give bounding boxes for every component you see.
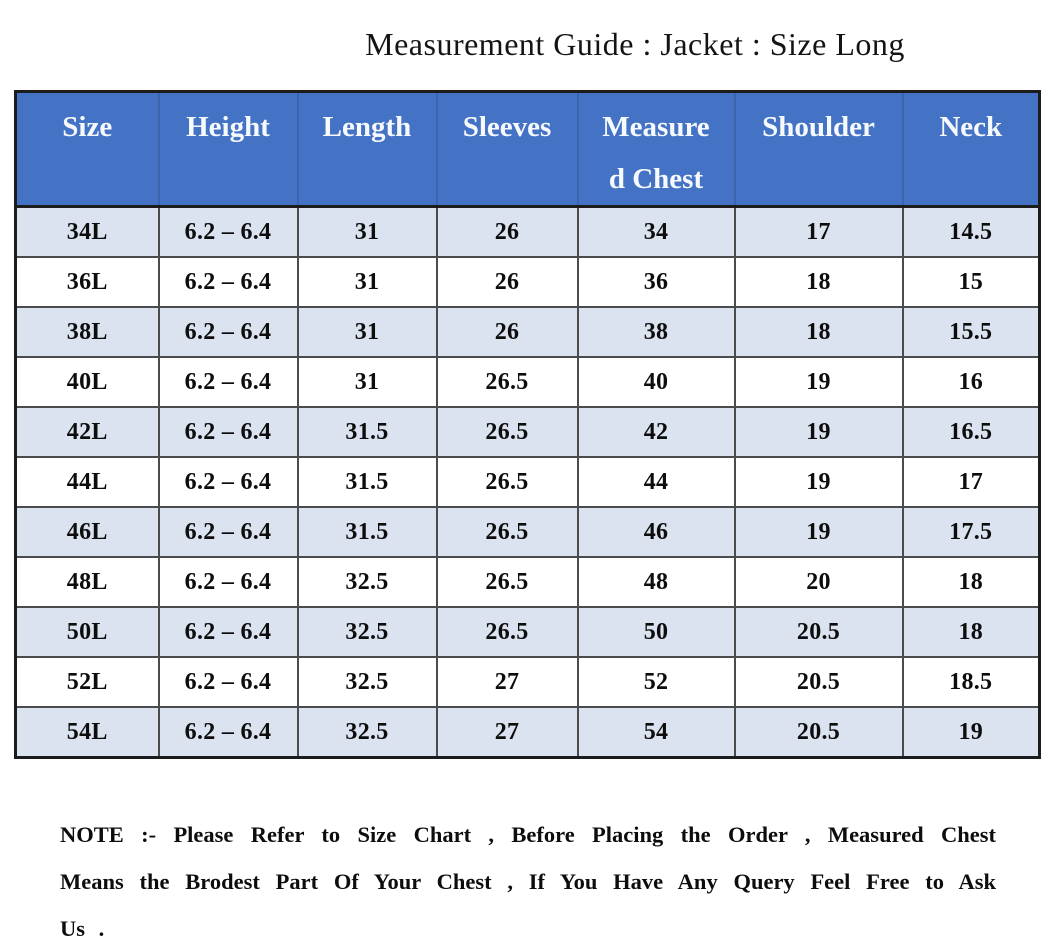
table-cell: 32.5 bbox=[298, 707, 437, 758]
table-cell: 14.5 bbox=[903, 207, 1040, 258]
table-cell: 20.5 bbox=[735, 607, 903, 657]
table-cell: 20.5 bbox=[735, 707, 903, 758]
column-header-label: Height bbox=[186, 111, 270, 143]
table-cell: 19 bbox=[903, 707, 1040, 758]
table-cell: 26 bbox=[437, 257, 578, 307]
table-cell: 27 bbox=[437, 657, 578, 707]
table-cell: 50L bbox=[16, 607, 159, 657]
table-cell: 15.5 bbox=[903, 307, 1040, 357]
table-cell: 6.2 – 6.4 bbox=[159, 557, 298, 607]
table-row bbox=[16, 207, 1040, 258]
table-cell: 26.5 bbox=[437, 557, 578, 607]
table-cell: 26 bbox=[437, 207, 578, 258]
column-header bbox=[903, 92, 1040, 207]
table-cell: 19 bbox=[735, 507, 903, 557]
table-cell: 6.2 – 6.4 bbox=[159, 257, 298, 307]
header-row bbox=[16, 92, 1040, 207]
table-cell: 32.5 bbox=[298, 657, 437, 707]
table-cell: 31.5 bbox=[298, 407, 437, 457]
table-cell: 36 bbox=[578, 257, 735, 307]
table-cell: 34L bbox=[16, 207, 159, 258]
column-header-label: Sleeves bbox=[462, 111, 552, 143]
table-cell: 20 bbox=[735, 557, 903, 607]
table-cell: 40L bbox=[16, 357, 159, 407]
table-cell: 26 bbox=[437, 307, 578, 357]
table-cell: 48L bbox=[16, 557, 159, 607]
table-row bbox=[16, 357, 1040, 407]
table-cell: 17 bbox=[735, 207, 903, 258]
table-cell: 34 bbox=[578, 207, 735, 258]
table-cell: 6.2 – 6.4 bbox=[159, 657, 298, 707]
table-cell: 31 bbox=[298, 357, 437, 407]
table-cell: 46L bbox=[16, 507, 159, 557]
table-cell: 32.5 bbox=[298, 557, 437, 607]
column-header-label: Shoulder bbox=[762, 111, 875, 143]
table-cell: 19 bbox=[735, 457, 903, 507]
column-header bbox=[298, 92, 437, 207]
column-header-label: Neck bbox=[939, 111, 1003, 143]
table-cell: 38 bbox=[578, 307, 735, 357]
table-cell: 44 bbox=[578, 457, 735, 507]
table-cell: 6.2 – 6.4 bbox=[159, 357, 298, 407]
table-cell: 31.5 bbox=[298, 507, 437, 557]
table-row bbox=[16, 457, 1040, 507]
table-cell: 26.5 bbox=[437, 407, 578, 457]
table-cell: 18 bbox=[903, 607, 1040, 657]
table-row bbox=[16, 607, 1040, 657]
size-table-body bbox=[16, 207, 1040, 758]
table-cell: 6.2 – 6.4 bbox=[159, 207, 298, 258]
table-cell: 15 bbox=[903, 257, 1040, 307]
column-header bbox=[159, 92, 298, 207]
table-cell: 6.2 – 6.4 bbox=[159, 707, 298, 758]
column-header bbox=[16, 92, 159, 207]
table-cell: 18 bbox=[903, 557, 1040, 607]
table-cell: 18 bbox=[735, 307, 903, 357]
table-cell: 31.5 bbox=[298, 457, 437, 507]
table-cell: 6.2 – 6.4 bbox=[159, 457, 298, 507]
table-row bbox=[16, 257, 1040, 307]
table-cell: 26.5 bbox=[437, 507, 578, 557]
page-title: Measurement Guide : Jacket : Size Long bbox=[365, 26, 905, 62]
table-cell: 18 bbox=[735, 257, 903, 307]
table-cell: 6.2 – 6.4 bbox=[159, 507, 298, 557]
table-row bbox=[16, 657, 1040, 707]
table-cell: 36L bbox=[16, 257, 159, 307]
table-cell: 52L bbox=[16, 657, 159, 707]
table-cell: 20.5 bbox=[735, 657, 903, 707]
table-cell: 26.5 bbox=[437, 607, 578, 657]
table-cell: 38L bbox=[16, 307, 159, 357]
table-cell: 54L bbox=[16, 707, 159, 758]
table-cell: 42 bbox=[578, 407, 735, 457]
table-cell: 17.5 bbox=[903, 507, 1040, 557]
table-row bbox=[16, 507, 1040, 557]
table-cell: 16.5 bbox=[903, 407, 1040, 457]
table-cell: 16 bbox=[903, 357, 1040, 407]
table-cell: 42L bbox=[16, 407, 159, 457]
table-cell: 27 bbox=[437, 707, 578, 758]
table-cell: 52 bbox=[578, 657, 735, 707]
column-header-label: Length bbox=[322, 111, 412, 143]
table-cell: 32.5 bbox=[298, 607, 437, 657]
table-cell: 26.5 bbox=[437, 457, 578, 507]
table-row bbox=[16, 307, 1040, 357]
note-text: NOTE :- Please Refer to Size Chart , Before Placing the Order , Measured Chest Means the Brodest Part Of Your Chest , If You Have Any Query Feel Free to Ask Us . bbox=[60, 822, 996, 941]
column-header bbox=[578, 92, 735, 207]
table-cell: 6.2 – 6.4 bbox=[159, 607, 298, 657]
table-cell: 26.5 bbox=[437, 357, 578, 407]
table-cell: 46 bbox=[578, 507, 735, 557]
table-cell: 44L bbox=[16, 457, 159, 507]
table-cell: 19 bbox=[735, 407, 903, 457]
table-header bbox=[16, 92, 1040, 207]
table-cell: 50 bbox=[578, 607, 735, 657]
table-cell: 19 bbox=[735, 357, 903, 407]
table-cell: 6.2 – 6.4 bbox=[159, 307, 298, 357]
size-chart-table bbox=[14, 90, 1041, 759]
table-row bbox=[16, 557, 1040, 607]
column-header-label: Measured Chest bbox=[602, 111, 710, 195]
table-cell: 40 bbox=[578, 357, 735, 407]
table-cell: 48 bbox=[578, 557, 735, 607]
table-cell: 18.5 bbox=[903, 657, 1040, 707]
column-header bbox=[735, 92, 903, 207]
column-header-label: Size bbox=[62, 111, 113, 143]
table-cell: 54 bbox=[578, 707, 735, 758]
column-header bbox=[437, 92, 578, 207]
table-cell: 17 bbox=[903, 457, 1040, 507]
table-row bbox=[16, 707, 1040, 758]
table-row bbox=[16, 407, 1040, 457]
table-cell: 6.2 – 6.4 bbox=[159, 407, 298, 457]
table-cell: 31 bbox=[298, 307, 437, 357]
table-cell: 31 bbox=[298, 257, 437, 307]
table-cell: 31 bbox=[298, 207, 437, 258]
